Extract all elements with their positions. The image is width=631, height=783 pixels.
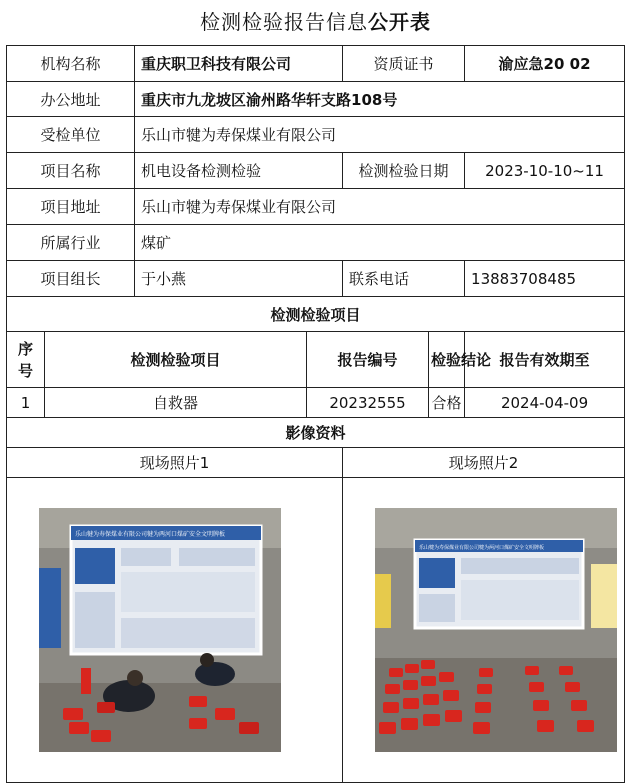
project-address-value: 乐山市犍为寿保煤业有限公司 xyxy=(135,189,625,225)
row-item: 自救器 xyxy=(45,388,307,418)
photo2-cell xyxy=(343,478,625,783)
address-value: 重庆市九龙坡区渝州路华轩支路108号 xyxy=(135,82,625,117)
board-text-2: 乐山犍为寿保煤业有限公司犍为两河口煤矿安全文明牌板 xyxy=(419,545,545,551)
items-header-row xyxy=(7,332,625,388)
project-name-value: 机电设备检测检验 xyxy=(135,153,343,189)
title-suffix: 公开表 xyxy=(368,10,431,34)
row-report-no: 20232555 xyxy=(307,388,429,418)
row-photos xyxy=(7,478,625,783)
inspected-label: 受检单位 xyxy=(7,117,135,153)
inspected-value: 乐山市犍为寿保煤业有限公司 xyxy=(135,117,625,153)
leader-label: 项目组长 xyxy=(7,261,135,297)
row-items-section xyxy=(7,297,625,332)
header-seq xyxy=(7,332,45,388)
address-label: 办公地址 xyxy=(7,82,135,117)
images-section-title: 影像资料 xyxy=(7,418,625,448)
board-text-1: 乐山犍为寿保煤业有限公司犍为两河口煤矿安全文明牌板 xyxy=(75,531,226,538)
cert-label: 资质证书 xyxy=(343,46,465,82)
header-valid-until: 报告有效期至 xyxy=(465,332,625,388)
page-title xyxy=(0,6,631,38)
leader-value: 于小燕 xyxy=(135,261,343,297)
report-table xyxy=(6,45,625,783)
cert-value: 渝应急20 02 xyxy=(465,46,625,82)
title-prefix: 检测检验报告信息 xyxy=(200,10,368,34)
row-photo-labels xyxy=(7,448,625,478)
row-seq: 1 xyxy=(7,388,45,418)
table-row xyxy=(7,388,625,418)
row-org xyxy=(7,46,625,82)
org-label: 机构名称 xyxy=(7,46,135,82)
header-seq-line1: 序 xyxy=(17,339,33,358)
items-section-title: 检测检验项目 xyxy=(7,297,625,332)
photo2-label: 现场照片2 xyxy=(343,448,625,478)
header-report-no: 报告编号 xyxy=(307,332,429,388)
photo1-cell xyxy=(7,478,343,783)
row-conclusion: 合格 xyxy=(429,388,465,418)
date-value: 2023-10-10~11 xyxy=(465,153,625,189)
row-images-section xyxy=(7,418,625,448)
phone-label: 联系电话 xyxy=(343,261,465,297)
photo1-label: 现场照片1 xyxy=(7,448,343,478)
org-value: 重庆职卫科技有限公司 xyxy=(135,46,343,82)
phone-value: 13883708485 xyxy=(465,261,625,297)
project-address-label: 项目地址 xyxy=(7,189,135,225)
industry-value: 煤矿 xyxy=(135,225,625,261)
row-project-address xyxy=(7,189,625,225)
row-inspected xyxy=(7,117,625,153)
site-photo-1 xyxy=(39,508,281,752)
row-leader xyxy=(7,261,625,297)
row-industry xyxy=(7,225,625,261)
header-conclusion: 检验结论 xyxy=(429,332,465,388)
header-item: 检测检验项目 xyxy=(45,332,307,388)
industry-label: 所属行业 xyxy=(7,225,135,261)
date-label: 检测检验日期 xyxy=(343,153,465,189)
row-valid-until: 2024-04-09 xyxy=(465,388,625,418)
row-project-name xyxy=(7,153,625,189)
header-seq-line2: 号 xyxy=(17,361,33,380)
row-address xyxy=(7,82,625,117)
site-photo-2 xyxy=(375,508,617,752)
project-name-label: 项目名称 xyxy=(7,153,135,189)
